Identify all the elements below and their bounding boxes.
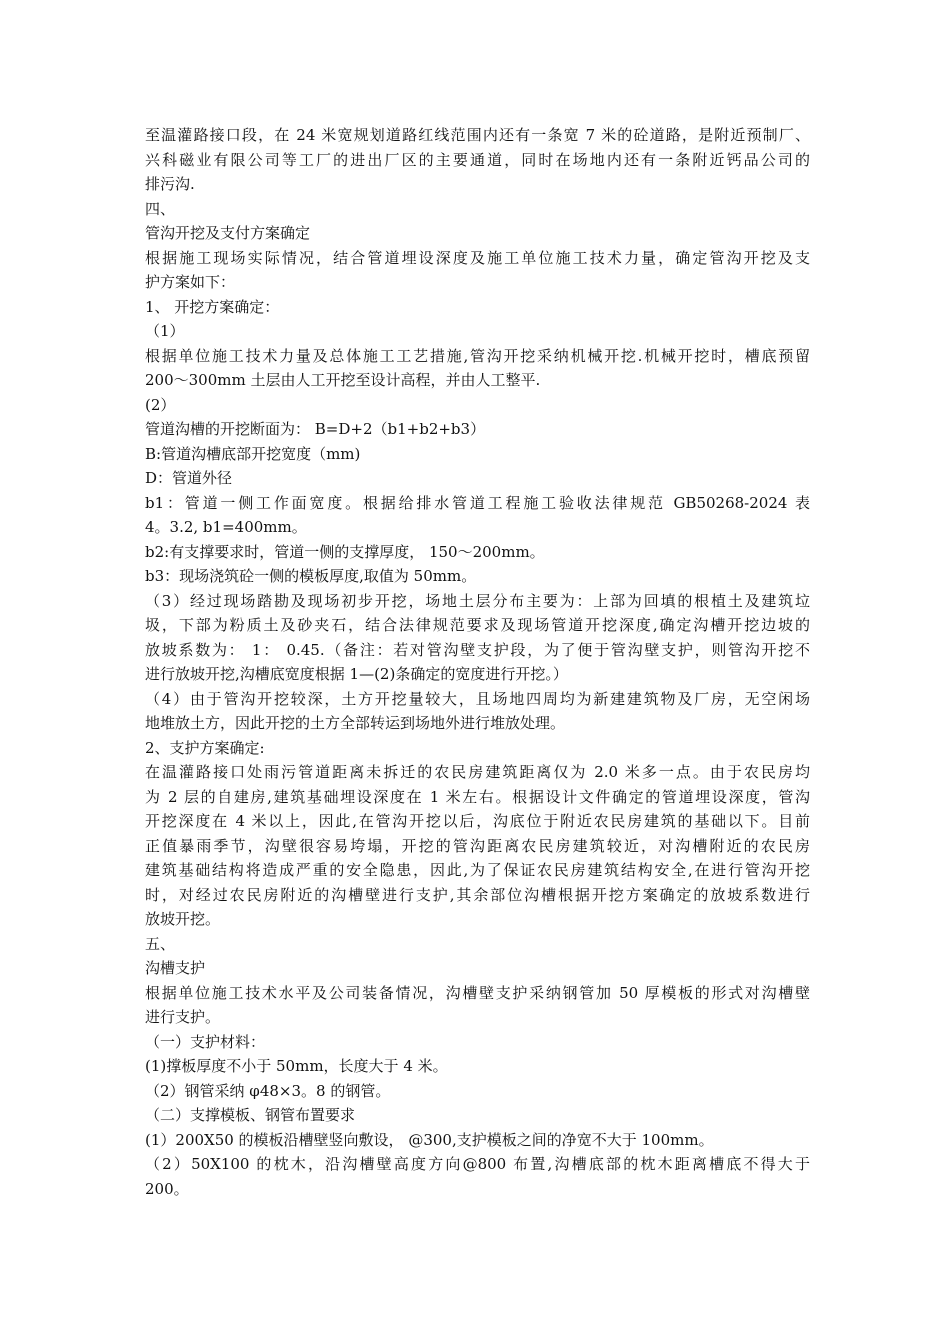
text-line: （二）支撑模板、钢管布置要求 xyxy=(145,1106,356,1124)
text-line: （2）50X100 的枕木，沿沟槽壁高度方向@800 布置,沟槽底部的枕木距离槽底不得大于 xyxy=(145,1155,810,1173)
text-line: 地堆放土方，因此开挖的土方全部转运到场地外进行堆放处理。 xyxy=(145,714,566,732)
text-line: 建筑基础结构将造成严重的安全隐患，因此,为了保证农民房建筑结构安全,在进行管沟开挖 xyxy=(145,861,810,879)
text-line: B:管道沟槽底部开挖宽度（mm) xyxy=(145,444,361,463)
text-line: 200。 xyxy=(145,1179,189,1198)
text-line: 管道沟槽的开挖断面为： B=D+2（b1+b2+b3） xyxy=(145,420,486,438)
text-line: （4）由于管沟开挖较深，土方开挖量较大，且场地四周均为新建建筑物及厂房，无空闲场 xyxy=(145,689,810,708)
text-line: 进行支护。 xyxy=(145,1008,221,1026)
text-line: 放坡开挖。 xyxy=(145,910,221,928)
text-line: 四、 xyxy=(145,199,176,218)
text-line: 兴科磁业有限公司等工厂的进出厂区的主要通道，同时在场地内还有一条附近钙品公司的 xyxy=(145,150,810,169)
text-line: 排污沟. xyxy=(145,175,195,193)
text-line: 护方案如下： xyxy=(145,273,236,291)
text-line: 4。3.2, b1=400mm。 xyxy=(145,518,307,536)
text-line: 200～300mm 土层由人工开挖至设计高程，并由人工整平. xyxy=(145,371,541,389)
document-body xyxy=(145,123,810,1201)
text-line: D：管道外径 xyxy=(145,469,233,487)
text-line: 2、支护方案确定: xyxy=(145,738,265,757)
text-line: (1)撑板厚度不小于 50mm，长度大于 4 米。 xyxy=(145,1057,448,1075)
text-line: 在温灌路接口处雨污管道距离未拆迁的农民房建筑距离仅为 2.0 米多一点。由于农民房均 xyxy=(145,763,810,781)
text-line: 为 2 层的自建房,建筑基础埋设深度在 1 米左右。根据设计文件确定的管道埋设深度，管沟 xyxy=(145,787,810,806)
text-line: （3）经过现场踏勘及现场初步开挖，场地土层分布主要为：上部为回填的根植土及建筑垃 xyxy=(145,591,810,610)
text-line: 管沟开挖及支付方案确定 xyxy=(145,224,311,242)
text-line: b3：现场浇筑砼一侧的模板厚度,取值为 50mm。 xyxy=(145,567,477,585)
text-line: （一）支护材料： xyxy=(145,1032,266,1051)
text-line: 放坡系数为： 1： 0.45.（备注：若对管沟壁支护段，为了便于管沟壁支护，则管沟开挖不 xyxy=(145,640,810,659)
text-line: b2:有支撑要求时，管道一侧的支撑厚度， 150～200mm。 xyxy=(145,542,545,561)
text-line: (1）200X50 的模板沿槽壁竖向敷设， @300,支护模板之间的净宽不大于 100mm。 xyxy=(145,1130,714,1149)
text-line: 沟槽支护 xyxy=(145,959,206,977)
text-line: 开挖深度在 4 米以上，因此,在管沟开挖以后，沟底位于附近农民房建筑的基础以下。目前 xyxy=(145,812,810,830)
text-line: 1、 开挖方案确定： xyxy=(145,297,280,316)
text-line: （2）钢管采纳 φ48×3。8 的钢管。 xyxy=(145,1081,391,1100)
text-line: 根据单位施工技术水平及公司装备情况，沟槽壁支护采纳钢管加 50 厚模板的形式对沟槽壁 xyxy=(145,983,810,1002)
text-line: b1：管道一侧工作面宽度。根据给排水管道工程施工验收法律规范 GB50268-2024 表 xyxy=(145,493,810,512)
text-line: 根据施工现场实际情况，结合管道埋设深度及施工单位施工技术力量，确定管沟开挖及支 xyxy=(145,248,810,267)
text-line: 进行放坡开挖,沟槽底宽度根据 1—(2)条确定的宽度进行开挖。） xyxy=(145,665,568,683)
text-line: 五、 xyxy=(145,934,176,953)
text-line: （1） xyxy=(145,322,185,340)
text-line: 至温灌路接口段，在 24 米宽规划道路红线范围内还有一条宽 7 米的砼道路，是附近预制厂、 xyxy=(145,126,810,144)
text-line: 圾，下部为粉质土及砂夹石，结合法律规范要求及现场管道开挖深度,确定沟槽开挖边坡的 xyxy=(145,616,810,634)
text-line: 时，对经过农民房附近的沟槽壁进行支护,其余部位沟槽根据开挖方案确定的放坡系数进行 xyxy=(145,885,810,904)
text-line: 正值暴雨季节，沟壁很容易垮塌，开挖的管沟距离农民房建筑较近，对沟槽附近的农民房 xyxy=(145,836,810,855)
text-line: 根据单位施工技术力量及总体施工工艺措施,管沟开挖采纳机械开挖.机械开挖时，槽底预留 xyxy=(145,346,810,365)
text-line: (2） xyxy=(145,395,176,414)
